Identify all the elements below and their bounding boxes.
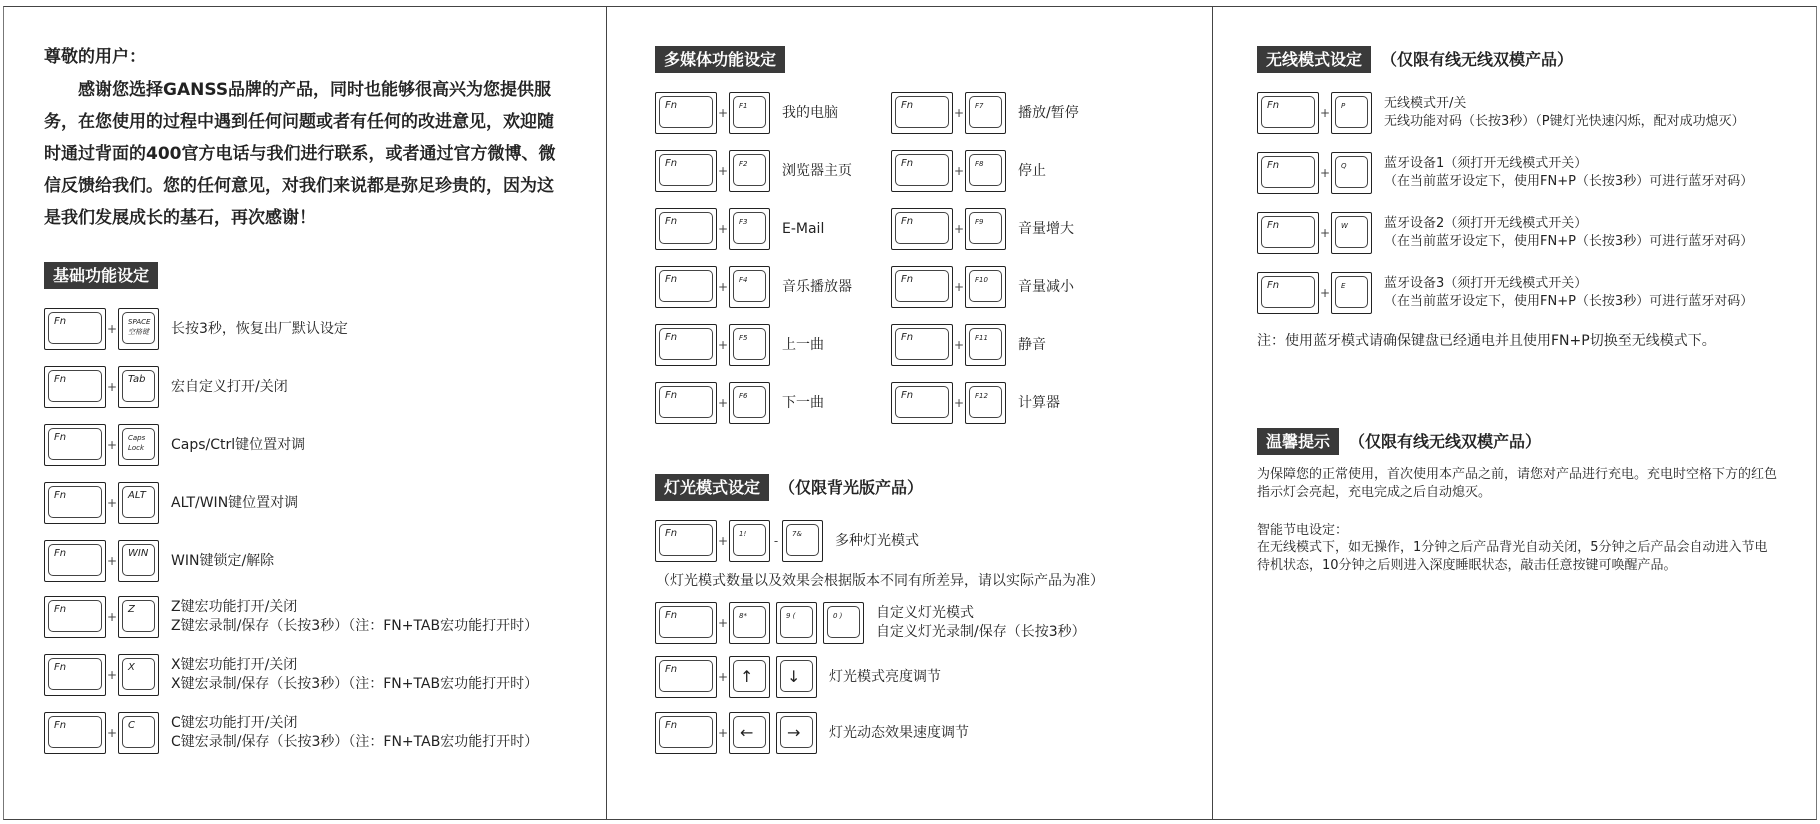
keycap: [1331, 212, 1372, 254]
key-description: [171, 320, 348, 339]
key-label: Fn: [665, 158, 678, 169]
fn-key: [44, 596, 106, 638]
description-line: 自定义灯光录制/保存（长按3秒）: [876, 624, 1086, 640]
key-label: Fn: [901, 100, 914, 111]
plus-sign: +: [1319, 286, 1331, 300]
light-label: 灯光模式亮度调节: [829, 668, 941, 685]
arrow-left-key: [729, 712, 770, 754]
tips-paragraph-1: 为保障您的正常使用，首次使用本产品之前，请您对产品进行充电。充电时空格下方的红色指示灯会亮起，充电完成之后自动熄灭。: [1257, 467, 1778, 500]
plus-sign: +: [1319, 166, 1331, 180]
fn-key: [44, 654, 106, 696]
media-title-tag: 多媒体功能设定: [655, 46, 785, 73]
arrow-down-key: [776, 656, 817, 698]
fn-key: [891, 150, 953, 192]
media-row-left: [655, 90, 838, 136]
plus-sign: +: [717, 396, 729, 410]
media-row-left: [655, 264, 852, 310]
media-row-right: [891, 264, 1074, 310]
key-label: Z: [128, 604, 135, 615]
keycap: [965, 208, 1006, 250]
key-label: Fn: [665, 332, 678, 343]
tips-title-tag: 温馨提示: [1257, 428, 1339, 455]
media-label: 音量增大: [1018, 220, 1074, 237]
description-line: （在当前蓝牙设定下，使用FN+P（长按3秒）可进行蓝牙对码）: [1384, 174, 1754, 189]
basic-row: [44, 422, 305, 468]
keycap: [782, 520, 823, 562]
description-line: X键宏功能打开/关闭: [171, 657, 298, 673]
basic-row: [44, 364, 288, 410]
keycap: [118, 308, 159, 350]
description-line: 蓝牙设备2（须打开无线模式开关）: [1384, 216, 1588, 231]
description-line: Z键宏录制/保存（长按3秒）（注：FN+TAB宏功能打开时）: [171, 618, 539, 634]
plus-sign: +: [717, 338, 729, 352]
plus-sign: +: [953, 106, 965, 120]
key-label: Caps Lock: [128, 434, 146, 452]
key-label: F8: [975, 160, 984, 168]
description-line: 自定义灯光模式: [876, 605, 974, 621]
key-label: ↑: [740, 667, 754, 686]
key-label: F11: [975, 334, 988, 342]
plus-sign: +: [953, 280, 965, 294]
description-line: 无线模式开/关: [1384, 96, 1467, 111]
media-label: E-Mail: [782, 220, 825, 237]
media-row-right: [891, 322, 1046, 368]
tips-paragraph-2-title: 智能节电设定：: [1257, 523, 1349, 538]
basic-row: [44, 594, 538, 640]
basic-row: [44, 710, 538, 756]
key-label: Fn: [665, 390, 678, 401]
keycap: [965, 324, 1006, 366]
keycap: [1331, 152, 1372, 194]
plus-sign: +: [953, 222, 965, 236]
key-label: Fn: [1267, 280, 1280, 291]
description-line: 宏自定义打开/关闭: [171, 378, 288, 395]
media-row-right: [891, 90, 1079, 136]
description-line: （在当前蓝牙设定下，使用FN+P（长按3秒）可进行蓝牙对码）: [1384, 234, 1754, 249]
keycap: [729, 150, 770, 192]
basic-row: [44, 480, 298, 526]
fn-key: [655, 266, 717, 308]
key-label: Fn: [1267, 100, 1280, 111]
fn-key: [891, 324, 953, 366]
plus-sign: +: [953, 164, 965, 178]
key-label: Fn: [54, 316, 67, 327]
fn-key: [655, 602, 717, 644]
description-line: 无线功能对码（长按3秒）（P键灯光快速闪烁，配对成功熄灭）: [1384, 114, 1745, 129]
key-label: W: [1341, 222, 1348, 230]
description-line: Caps/Ctrl键位置对调: [171, 436, 306, 453]
keycap: [1331, 272, 1372, 314]
fn-key: [655, 520, 717, 562]
panel-divider-1: [606, 6, 607, 820]
media-row-right: [891, 206, 1074, 252]
media-row-left: [655, 148, 852, 194]
keycap: [729, 208, 770, 250]
key-label: Fn: [665, 720, 678, 731]
light-label: 灯光动态效果速度调节: [829, 724, 969, 741]
plus-sign: +: [717, 280, 729, 294]
light-row-multi-mode: [655, 518, 919, 564]
key-label: WIN: [128, 548, 149, 559]
key-label: Fn: [665, 100, 678, 111]
key-label: F10: [975, 276, 988, 284]
media-label: 下一曲: [782, 394, 824, 411]
fn-key: [655, 712, 717, 754]
arrow-up-key: [729, 656, 770, 698]
key-label: Fn: [901, 274, 914, 285]
wireless-row: [1257, 270, 1753, 316]
plus-sign: +: [953, 338, 965, 352]
basic-section-title: [44, 262, 158, 289]
keycap: [1331, 92, 1372, 134]
key-label: F3: [739, 218, 748, 226]
description-line: X键宏录制/保存（长按3秒）（注：FN+TAB宏功能打开时）: [171, 676, 539, 692]
key-label: F7: [975, 102, 984, 110]
description-line: 蓝牙设备3（须打开无线模式开关）: [1384, 276, 1588, 291]
wireless-row: [1257, 90, 1745, 136]
key-label: Fn: [1267, 220, 1280, 231]
plus-sign: +: [106, 322, 118, 336]
key-label: 7&: [792, 530, 802, 538]
keycap: [776, 602, 817, 644]
key-label: 9 (: [786, 612, 796, 620]
media-label: 浏览器主页: [782, 162, 852, 179]
keycap: [965, 382, 1006, 424]
key-label: Fn: [54, 720, 67, 731]
media-label: 计算器: [1018, 394, 1060, 411]
key-label: 1!: [739, 530, 747, 538]
wireless-section-title: [1257, 46, 1573, 73]
keycap: [118, 540, 159, 582]
panel-divider-2: [1212, 6, 1213, 820]
key-label: 0 ): [833, 612, 843, 620]
plus-sign: +: [106, 380, 118, 394]
description-line: Z键宏功能打开/关闭: [171, 599, 298, 615]
fn-key: [655, 382, 717, 424]
key-label: X: [128, 662, 135, 673]
plus-sign: +: [953, 396, 965, 410]
wireless-title-note: （仅限有线无线双模产品）: [1381, 50, 1574, 69]
description-line: C键宏功能打开/关闭: [171, 715, 298, 731]
light-caption: （灯光模式数量以及效果会根据版本不同有所差异，请以实际产品为准）: [656, 573, 1104, 589]
fn-key: [44, 540, 106, 582]
key-label: Fn: [665, 274, 678, 285]
fn-key: [44, 424, 106, 466]
description-line: （在当前蓝牙设定下，使用FN+P（长按3秒）可进行蓝牙对码）: [1384, 294, 1754, 309]
light-row-brightness: [655, 654, 941, 700]
plus-sign: +: [717, 616, 729, 630]
description-line: C键宏录制/保存（长按3秒）（注：FN+TAB宏功能打开时）: [171, 734, 539, 750]
key-description: [171, 552, 274, 571]
plus-sign: +: [1319, 226, 1331, 240]
fn-key: [655, 150, 717, 192]
media-label: 音乐播放器: [782, 278, 852, 295]
light-title-note: （仅限背光版产品）: [779, 478, 924, 497]
intro-body: 感谢您选择GANSS品牌的产品，同时也能够很高兴为您提供服务，在您使用的过程中遇到任何问题或者有任何的改进意见，欢迎随时通过背面的400官方电话与我们进行联系，或者通过官方微博、微信反馈给我们。您的任何意见，对我们来说都是弥足珍贵的，因为这是我们发展成长的基石，再次感谢！: [44, 80, 556, 228]
media-label: 静音: [1018, 336, 1046, 353]
key-label: Fn: [901, 216, 914, 227]
key-label: Fn: [665, 216, 678, 227]
plus-sign: +: [717, 726, 729, 740]
key-description: [1384, 95, 1745, 131]
plus-sign: +: [717, 670, 729, 684]
fn-key: [44, 308, 106, 350]
keycap: [729, 382, 770, 424]
fn-key: [891, 382, 953, 424]
wireless-row: [1257, 150, 1753, 196]
fn-key: [655, 92, 717, 134]
tips-section-title: [1257, 428, 1541, 455]
keycap: [118, 596, 159, 638]
keycap: [729, 92, 770, 134]
key-label: Fn: [901, 390, 914, 401]
media-row-right: [891, 148, 1046, 194]
keycap: [118, 366, 159, 408]
media-row-left: [655, 322, 824, 368]
key-label: Fn: [54, 604, 67, 615]
media-label: 上一曲: [782, 336, 824, 353]
fn-key: [44, 482, 106, 524]
plus-sign: +: [717, 534, 729, 548]
light-row-speed: [655, 710, 969, 756]
description-line: WIN键锁定/解除: [171, 552, 275, 569]
key-label: ↓: [787, 667, 801, 686]
basic-row: [44, 652, 538, 698]
key-label: 8*: [739, 612, 747, 620]
key-label: F6: [739, 392, 748, 400]
fn-key: [1257, 272, 1319, 314]
media-label: 音量减小: [1018, 278, 1074, 295]
keycap: [729, 266, 770, 308]
media-row-right: [891, 380, 1060, 426]
key-label: F2: [739, 160, 748, 168]
keycap: [965, 266, 1006, 308]
intro-greeting: 尊敬的用户：: [44, 47, 146, 67]
key-label: F4: [739, 276, 748, 284]
key-description: [171, 656, 538, 694]
key-label: P: [1341, 102, 1346, 110]
fn-key: [1257, 152, 1319, 194]
key-label: Fn: [54, 662, 67, 673]
tips-paragraph-2: 在无线模式下，如无操作，1分钟之后产品背光自动关闭，5分钟之后产品会自动进入节电待机状态，10分钟之后则进入深度睡眠状态，敲击任意按键可唤醒产品。: [1257, 540, 1768, 573]
key-label: C: [128, 720, 135, 731]
key-label: Q: [1341, 162, 1347, 170]
key-label: Fn: [54, 374, 67, 385]
keycap: [729, 602, 770, 644]
key-description: [171, 378, 288, 397]
key-label: F1: [739, 102, 748, 110]
key-label: SPACE 空格键: [128, 318, 151, 336]
plus-sign: +: [106, 554, 118, 568]
key-description: [171, 494, 298, 513]
keycap: [965, 150, 1006, 192]
fn-key: [891, 266, 953, 308]
key-label: E: [1341, 282, 1346, 290]
key-label: Fn: [901, 332, 914, 343]
media-label: 播放/暂停: [1018, 104, 1079, 121]
basic-row: [44, 306, 348, 352]
plus-sign: +: [106, 668, 118, 682]
fn-key: [1257, 212, 1319, 254]
key-label: ←: [740, 723, 754, 742]
key-label: Fn: [1267, 160, 1280, 171]
plus-sign: +: [717, 222, 729, 236]
light-section-title: [655, 474, 923, 501]
key-description: [1384, 215, 1753, 251]
plus-sign: +: [106, 438, 118, 452]
key-label: Fn: [901, 158, 914, 169]
media-label: 我的电脑: [782, 104, 838, 121]
media-label: 停止: [1018, 162, 1046, 179]
wireless-footnote: 注：使用蓝牙模式请确保键盘已经通电并且使用FN+P切换至无线模式下。: [1257, 333, 1716, 349]
key-label: Fn: [54, 490, 67, 501]
basic-row: [44, 538, 274, 584]
keycap: [729, 324, 770, 366]
wireless-row: [1257, 210, 1753, 256]
fn-key: [655, 324, 717, 366]
key-label: F12: [975, 392, 988, 400]
fn-key: [655, 656, 717, 698]
plus-sign: +: [106, 726, 118, 740]
key-label: Tab: [128, 374, 146, 385]
fn-key: [1257, 92, 1319, 134]
key-description: [171, 598, 538, 636]
media-section-title: [655, 46, 785, 73]
tips-title-note: （仅限有线无线双模产品）: [1349, 432, 1542, 451]
description-line: 蓝牙设备1（须打开无线模式开关）: [1384, 156, 1588, 171]
light-label: 多种灯光模式: [835, 532, 919, 549]
keycap: [118, 482, 159, 524]
basic-title-tag: 基础功能设定: [44, 262, 158, 289]
key-label: Fn: [665, 528, 678, 539]
fn-key: [891, 208, 953, 250]
media-row-left: [655, 206, 824, 252]
keycap: [118, 654, 159, 696]
key-label: Fn: [665, 664, 678, 675]
keycap: [965, 92, 1006, 134]
description-line: 长按3秒，恢复出厂默认设定: [171, 320, 348, 337]
fn-key: [44, 712, 106, 754]
key-description: [171, 714, 538, 752]
key-label: Fn: [665, 610, 678, 621]
keycap: [118, 424, 159, 466]
fn-key: [891, 92, 953, 134]
key-description: [876, 604, 1086, 642]
plus-sign: +: [106, 610, 118, 624]
light-title-tag: 灯光模式设定: [655, 474, 769, 501]
plus-sign: +: [106, 496, 118, 510]
key-description: [1384, 155, 1753, 191]
plus-sign: +: [1319, 106, 1331, 120]
plus-sign: +: [717, 106, 729, 120]
key-description: [171, 436, 305, 455]
key-label: Fn: [54, 432, 67, 443]
key-description: [1384, 275, 1753, 311]
fn-key: [655, 208, 717, 250]
key-label: F9: [975, 218, 984, 226]
key-label: F5: [739, 334, 748, 342]
arrow-right-key: [776, 712, 817, 754]
wireless-title-tag: 无线模式设定: [1257, 46, 1371, 73]
keycap: [823, 602, 864, 644]
keycap: [118, 712, 159, 754]
light-row-custom: [655, 600, 1086, 646]
fn-key: [44, 366, 106, 408]
keycap: [729, 520, 770, 562]
dash-sign: -: [773, 534, 779, 548]
key-label: →: [787, 723, 801, 742]
media-row-left: [655, 380, 824, 426]
plus-sign: +: [717, 164, 729, 178]
key-label: Fn: [54, 548, 67, 559]
description-line: ALT/WIN键位置对调: [171, 494, 299, 511]
key-label: ALT: [128, 490, 146, 501]
